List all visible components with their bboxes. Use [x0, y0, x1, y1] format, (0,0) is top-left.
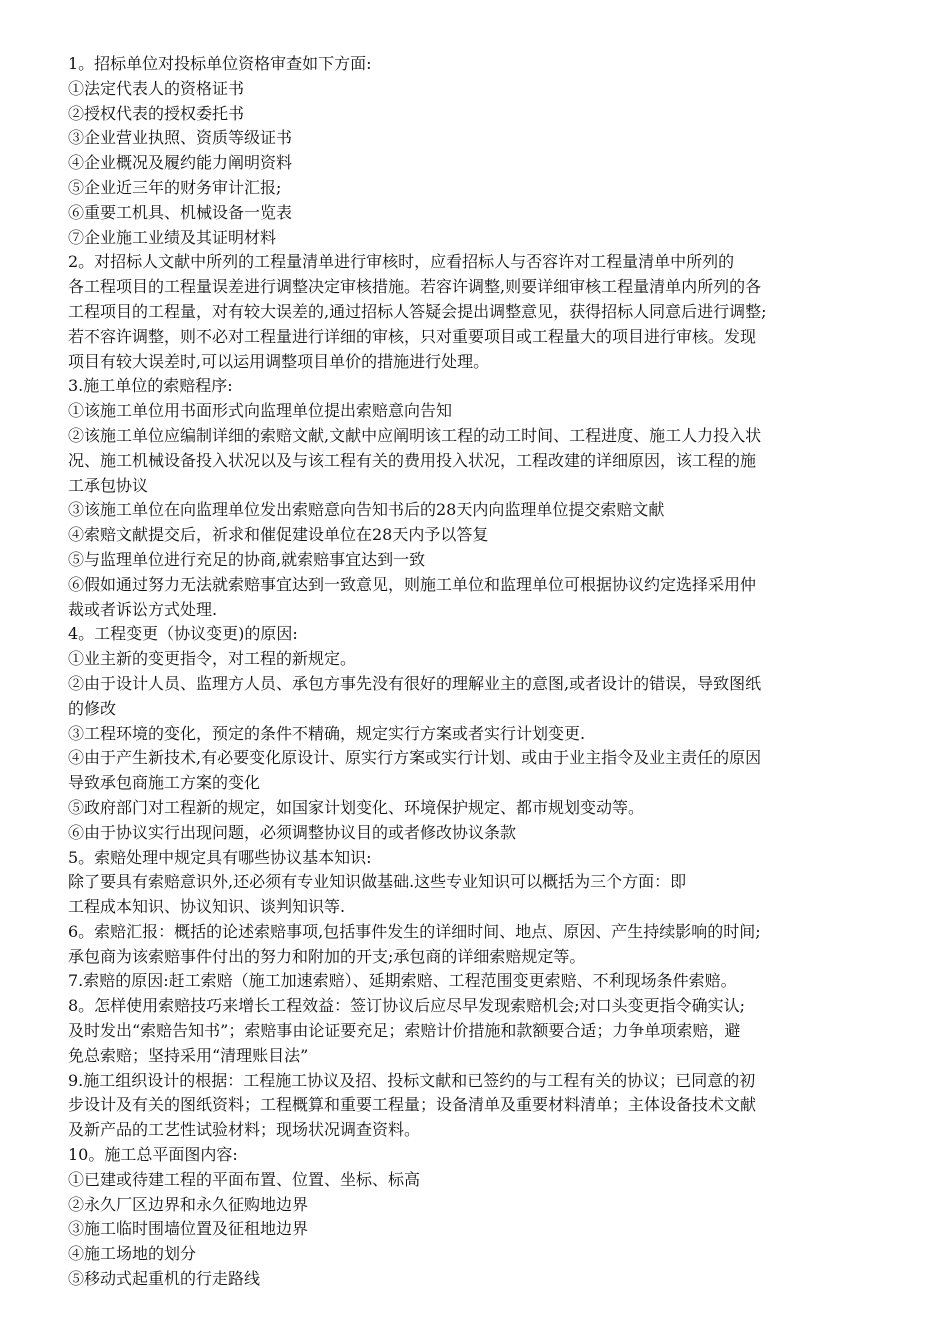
text-line: 裁或者诉讼方式处理.	[68, 599, 218, 619]
text-line: ②该施工单位应编制详细的索赔文献,文献中应阐明该工程的动工时间、工程进度、施工人力投入状	[68, 425, 762, 445]
text-line: 承包商为该索赔事件付出的努力和附加的开支;承包商的详细索赔规定等。	[68, 946, 586, 966]
text-line: ②由于设计人员、监理方人员、承包方事先没有很好的理解业主的意图,或者设计的错误，导致图纸	[68, 673, 762, 693]
text-line: ④企业概况及履约能力阐明资料	[68, 153, 293, 173]
text-line: 工承包协议	[68, 475, 149, 495]
text-line: 10。施工总平面图内容:	[68, 1145, 238, 1165]
text-line: ①法定代表人的资格证书	[68, 78, 245, 98]
text-line: ⑦企业施工业绩及其证明材料	[68, 227, 277, 247]
text-line: 5。索赔处理中规定具有哪些协议基本知识:	[68, 847, 372, 867]
text-line: ④由于产生新技术,有必要变化原设计、原实行方案或实行计划、或由于业主指令及业主责任的原因	[68, 748, 762, 768]
text-line: ⑤与监理单位进行充足的协商,就索赔事宜达到一致	[68, 549, 426, 569]
text-line: ⑥重要工机具、机械设备一览表	[68, 202, 293, 222]
text-line: 除了要具有索赔意识外,还必须有专业知识做基础.这些专业知识可以概括为三个方面：即	[68, 872, 687, 892]
text-line: 8。怎样使用索赔技巧来增长工程效益：签订协议后应尽早发现索赔机会;对口头变更指令确实认;	[68, 996, 745, 1016]
text-line: 导致承包商施工方案的变化	[68, 773, 261, 793]
text-line: 及时发出“索赔告知书”；索赔事由论证要充足；索赔计价措施和款额要合适；力争单项索赔，避	[68, 1021, 741, 1041]
text-line: 7.索赔的原因:赶工索赔（施工加速索赔）、延期索赔、工程范围变更索赔、不利现场条件索赔。	[68, 971, 737, 991]
text-line: ③该施工单位在向监理单位发出索赔意向告知书后的28天内向监理单位提交索赔文献	[68, 500, 665, 520]
text-line: 免总索赔；坚持采用“清理账目法”	[68, 1045, 309, 1065]
text-line: ②授权代表的授权委托书	[68, 103, 245, 123]
document-body	[68, 52, 908, 1292]
text-line: ①已建或待建工程的平面布置、位置、坐标、标高	[68, 1169, 421, 1189]
text-line: ④索赔文献提交后，祈求和催促建设单位在28天内予以答复	[68, 525, 489, 545]
text-line: 况、施工机械设备投入状况以及与该工程有关的费用投入状况，工程改建的详细原因，该工程的施	[68, 450, 757, 470]
text-line: 4。工程变更（协议变更)的原因:	[68, 624, 298, 644]
text-line: ⑥假如通过努力无法就索赔事宜达到一致意见，则施工单位和监理单位可根据协议约定选择采用仲	[68, 574, 757, 594]
text-line: 的修改	[68, 698, 117, 718]
text-line: ⑥由于协议实行出现问题，必须调整协议目的或者修改协议条款	[68, 822, 517, 842]
text-line: ③施工临时围墙位置及征租地边界	[68, 1219, 309, 1239]
text-line: ③企业营业执照、资质等级证书	[68, 128, 293, 148]
text-line: ⑤企业近三年的财务审计汇报;	[68, 177, 282, 197]
text-line: ①业主新的变更指令，对工程的新规定。	[68, 649, 357, 669]
text-line: 及新产品的工艺性试验材料；现场状况调查资料。	[68, 1120, 421, 1140]
text-line: 9.施工组织设计的根据：工程施工协议及招、投标文献和已签约的与工程有关的协议；已同意的初	[68, 1070, 756, 1090]
text-line: 各工程项目的工程量误差进行调整决定审核措施。若容许调整,则要详细审核工程量清单内所列的各	[68, 277, 762, 297]
text-line: ③工程环境的变化，预定的条件不精确，规定实行方案或者实行计划变更.	[68, 723, 586, 743]
text-line: ⑤政府部门对工程新的规定，如国家计划变化、环境保护规定、都市规划变动等。	[68, 797, 645, 817]
text-line: 6。索赔汇报：概括的论述索赔事项,包括事件发生的详细时间、地点、原因、产生持续影响的时间;	[68, 921, 761, 941]
text-line: 项目有较大误差时,可以运用调整项目单价的措施进行处理。	[68, 351, 490, 371]
text-line: ②永久厂区边界和永久征购地边界	[68, 1194, 309, 1214]
text-line: ④施工场地的划分	[68, 1244, 197, 1264]
text-line: 1。招标单位对投标单位资格审查如下方面:	[68, 54, 372, 73]
text-line: 2。对招标人文献中所列的工程量清单进行审核时，应看招标人与否容许对工程量清单中所列的	[68, 252, 735, 272]
text-line: 工程成本知识、协议知识、谈判知识等.	[68, 897, 346, 917]
text-line: ①该施工单位用书面形式向监理单位提出索赔意向告知	[68, 401, 453, 421]
text-line: 若不容许调整，则不必对工程量进行详细的审核，只对重要项目或工程量大的项目进行审核。发现	[68, 326, 757, 346]
text-line: 3.施工单位的索赔程序:	[68, 376, 233, 396]
text-line: 步设计及有关的图纸资料；工程概算和重要工程量；设备清单及重要材料清单；主体设备技术文献	[68, 1095, 757, 1115]
text-line: 工程项目的工程量，对有较大误差的,通过招标人答疑会提出调整意见，获得招标人同意后进行调整;	[68, 301, 767, 321]
text-line: ⑤移动式起重机的行走路线	[68, 1269, 261, 1289]
